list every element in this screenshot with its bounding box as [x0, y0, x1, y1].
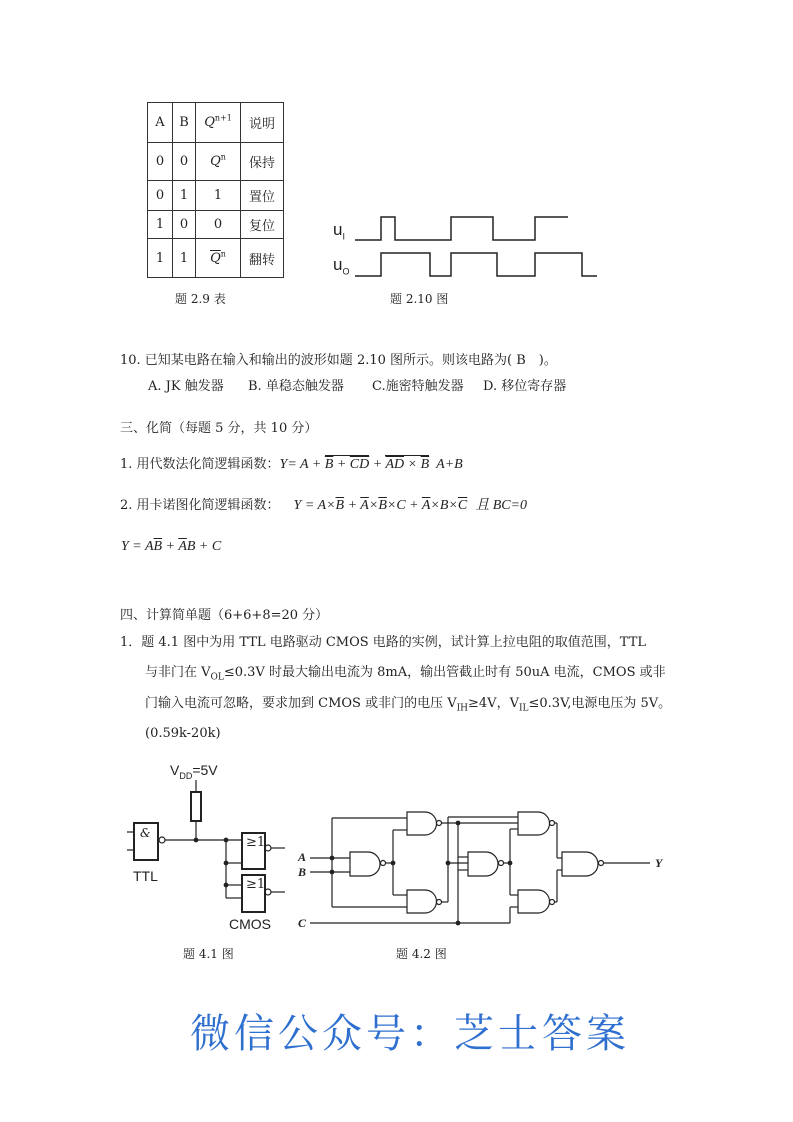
math-term: $\overline{B}$ — [153, 539, 163, 554]
math-term: $\overline{B}$ — [335, 498, 345, 513]
q-symbol: Q — [204, 115, 215, 130]
input-c-label: C — [298, 916, 307, 930]
math-term: ×B× — [430, 498, 458, 513]
vdd-value: =5V — [192, 762, 218, 778]
cell: 1 — [148, 211, 173, 239]
cell: 0 — [148, 181, 173, 211]
cell: 1 — [173, 239, 196, 278]
output-y-label: Y — [655, 856, 663, 870]
nand-gate-g1 — [350, 852, 380, 876]
fig-4-2 — [310, 812, 650, 925]
option-b: B. 单稳态触发器 — [248, 379, 344, 394]
math-term: + — [344, 498, 361, 513]
cell: 保持 — [241, 143, 284, 181]
nand-gate-g5 — [518, 812, 550, 835]
and-symbol: & — [140, 826, 151, 840]
q-sup: n — [220, 249, 226, 259]
text: ≤0.3V,电源电压为 5V。 — [528, 696, 672, 711]
u-symbol: u — [333, 255, 343, 274]
math-term: $\overline{C}$ — [457, 498, 468, 513]
waveform-caption: 题 2.10 图 — [390, 292, 449, 306]
header-b: B — [173, 103, 196, 143]
text: ≥4V，V — [468, 696, 519, 711]
cell: 0 — [173, 143, 196, 181]
section-3-title: 三、化简（每题 5 分，共 10 分） — [120, 421, 318, 436]
sub: IL — [518, 703, 529, 714]
sub: OL — [210, 672, 224, 683]
math-term: Y= A + — [279, 457, 325, 472]
text: 门输入电流可忽略，要求加到 CMOS 或非门的电压 V — [145, 696, 457, 711]
nor-symbol-2: ≥1 — [246, 877, 266, 892]
vdd-label — [170, 762, 218, 781]
cell: 1 — [148, 239, 173, 278]
text: ≤0.3V 时最大输出电流为 8mA，输出管截止时有 50uA 电流，CMOS 或非 — [223, 665, 666, 680]
q2-answer-prefix: Y = A — [121, 539, 154, 554]
input-b-label: B — [298, 865, 307, 879]
math-term: $\overline{CD}$ — [349, 457, 370, 472]
nand-gate-g2 — [407, 812, 437, 835]
q1-prefix: 1. 用代数法化简逻辑函数： — [120, 457, 280, 472]
math-term: × — [404, 457, 421, 472]
q-sup: n — [220, 152, 226, 162]
input-a-label: A — [298, 850, 307, 864]
math-term: $\overline{B}$ — [324, 457, 334, 472]
option-a: A. JK 触发器 — [148, 379, 224, 394]
u-symbol: u — [333, 220, 343, 239]
math-term: $\overline{B}$ — [378, 498, 387, 513]
u-sub: I — [342, 231, 345, 242]
math-term: Y = A× — [293, 498, 336, 513]
math-term: $\overline{B}$ — [420, 457, 430, 472]
s4-q1-answer: (0.59k-20k) — [145, 726, 221, 741]
nand-gate-g7 — [562, 852, 598, 876]
ttl-label: TTL — [133, 868, 158, 884]
math-term: $\overline{A}$ — [360, 498, 369, 513]
vdd-sub: DD — [179, 770, 193, 781]
math-term: + — [162, 539, 179, 554]
pullup-resistor — [191, 792, 201, 821]
q2-prefix: 2. 用卡诺图化简逻辑函数： — [120, 498, 280, 513]
header-desc: 说明 — [241, 103, 284, 143]
q2-condition: 且 BC=0 — [475, 498, 528, 513]
cell: 0 — [148, 143, 173, 181]
fig-4-1-caption: 题 4.1 图 — [183, 947, 234, 961]
nor-symbol-1: ≥1 — [246, 835, 266, 850]
q-symbol: $\overline{Q}$ — [210, 250, 221, 266]
option-c: C.施密特触发器 — [372, 379, 464, 394]
fig-4-2-caption: 题 4.2 图 — [396, 947, 447, 961]
cell: 0 — [196, 211, 241, 239]
q1-answer: A+B — [436, 457, 463, 472]
math-term: $\overline{A}$ — [421, 498, 431, 513]
math-term: ×C + — [386, 498, 422, 513]
math-term: + — [369, 457, 386, 472]
q-sup: n+1 — [214, 113, 232, 123]
watermark: 微信公众号：芝士答案 — [190, 1011, 630, 1057]
table-caption: 题 2.9 表 — [175, 292, 226, 306]
cell: 0 — [173, 211, 196, 239]
cell: 复位 — [241, 211, 284, 239]
section-4-title: 四、计算简单题（6+6+8=20 分） — [120, 608, 329, 623]
cmos-label: CMOS — [229, 916, 271, 932]
s4-q1-line1: 1．题 4.1 图中为用 TTL 电路驱动 CMOS 电路的实例，试计算上拉电阻的取值范围，TTL — [120, 635, 646, 650]
cell: 翻转 — [241, 239, 284, 278]
u-sub: O — [342, 266, 350, 277]
text: 与非门在 V — [145, 665, 211, 680]
v-symbol: V — [170, 762, 180, 778]
question-10: 10. 已知某电路在输入和输出的波形如题 2.10 图所示。则该电路为( B )。 — [120, 353, 557, 368]
cell: 置位 — [241, 181, 284, 211]
nand-gate-g6 — [518, 890, 550, 913]
header-a: A — [148, 103, 173, 143]
q-symbol: Q — [210, 154, 221, 169]
nand-gate-g4 — [468, 852, 498, 876]
sub: IH — [456, 703, 469, 714]
math-term: + — [333, 457, 350, 472]
math-term: $\overline{A}$ — [178, 539, 187, 554]
math-term: $\overline{AD}$ — [385, 457, 405, 472]
math-term: B + C — [186, 539, 222, 554]
cell: 1 — [173, 181, 196, 211]
math-term: × — [368, 498, 379, 513]
nand-gate-g3 — [407, 890, 437, 913]
option-d: D. 移位寄存器 — [483, 379, 567, 394]
cell: 1 — [196, 181, 241, 211]
